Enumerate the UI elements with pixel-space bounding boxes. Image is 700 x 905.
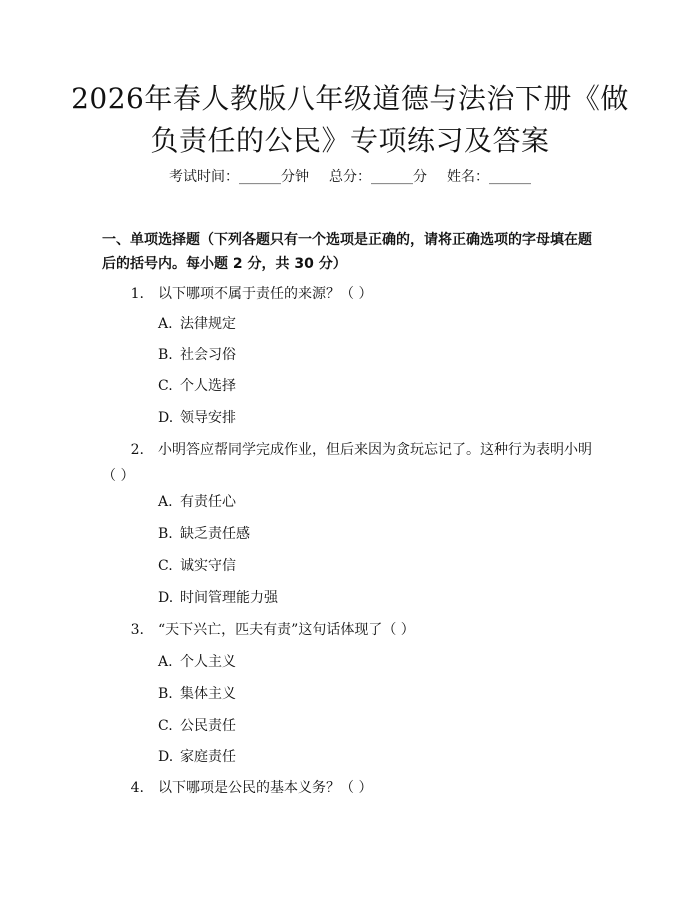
question-item [102,437,602,489]
title-line-1: 2026年春人教版八年级道德与法治下册《做 [71,82,629,115]
option-text: 个人主义 [180,654,236,670]
option-text: 法律规定 [180,316,236,332]
option-letter: D. [158,590,174,606]
option-item[interactable] [158,492,236,512]
option-text: 家庭责任 [180,749,236,765]
question-item [102,775,602,801]
option-text: 缺乏责任感 [180,526,250,542]
document-title [60,78,640,162]
exam-time-field[interactable]: 考试时间：______分钟 [169,169,309,185]
option-text: 社会习俗 [180,347,236,363]
option-letter: A. [158,316,173,332]
question-number: 3. [130,622,144,638]
option-letter: B. [158,526,173,542]
question-item [102,617,602,643]
option-item[interactable] [158,314,236,334]
option-letter: B. [158,686,173,702]
option-letter: C. [158,718,173,734]
question-number: 2. [130,442,144,458]
option-item[interactable] [158,556,236,576]
option-item[interactable] [158,588,278,608]
option-item[interactable] [158,524,250,544]
section-heading: 一、单项选择题（下列各题只有一个选项是正确的，请将正确选项的字母填在题后的括号内。每小题 2 分，共 30 分） [102,232,592,272]
option-letter: A. [158,654,173,670]
option-text: 有责任心 [180,494,236,510]
question-item [102,281,602,307]
option-letter: D. [158,410,174,426]
option-letter: D. [158,749,174,765]
option-item[interactable] [158,684,236,704]
total-score-field[interactable]: 总分：______分 [329,169,427,185]
option-letter: B. [158,347,173,363]
option-text: 集体主义 [180,686,236,702]
option-text: 公民责任 [180,718,236,734]
option-item[interactable] [158,408,236,428]
question-text: “天下兴亡，匹夫有责”这句话体现了（ ） [158,622,415,638]
name-field[interactable]: 姓名：______ [447,169,531,185]
option-text: 诚实守信 [180,558,236,574]
option-text: 个人选择 [180,378,236,394]
option-item[interactable] [158,716,236,736]
question-text: 以下哪项不属于责任的来源？（ ） [158,286,373,302]
option-letter: C. [158,558,173,574]
option-item[interactable] [158,376,236,396]
exam-info-line [0,166,700,186]
question-text: 以下哪项是公民的基本义务？（ ） [158,780,373,796]
option-letter: A. [158,494,173,510]
option-text: 时间管理能力强 [180,590,278,606]
question-text: 小明答应帮同学完成作业，但后来因为贪玩忘记了。这种行为表明小明（ ） [102,442,592,484]
option-letter: C. [158,378,173,394]
option-item[interactable] [158,652,236,672]
option-text: 领导安排 [180,410,236,426]
title-line-2: 负责任的公民》专项练习及答案 [150,124,550,157]
option-item[interactable] [158,345,236,365]
question-number: 4. [130,780,144,796]
question-number: 1. [130,286,144,302]
option-item[interactable] [158,747,236,767]
